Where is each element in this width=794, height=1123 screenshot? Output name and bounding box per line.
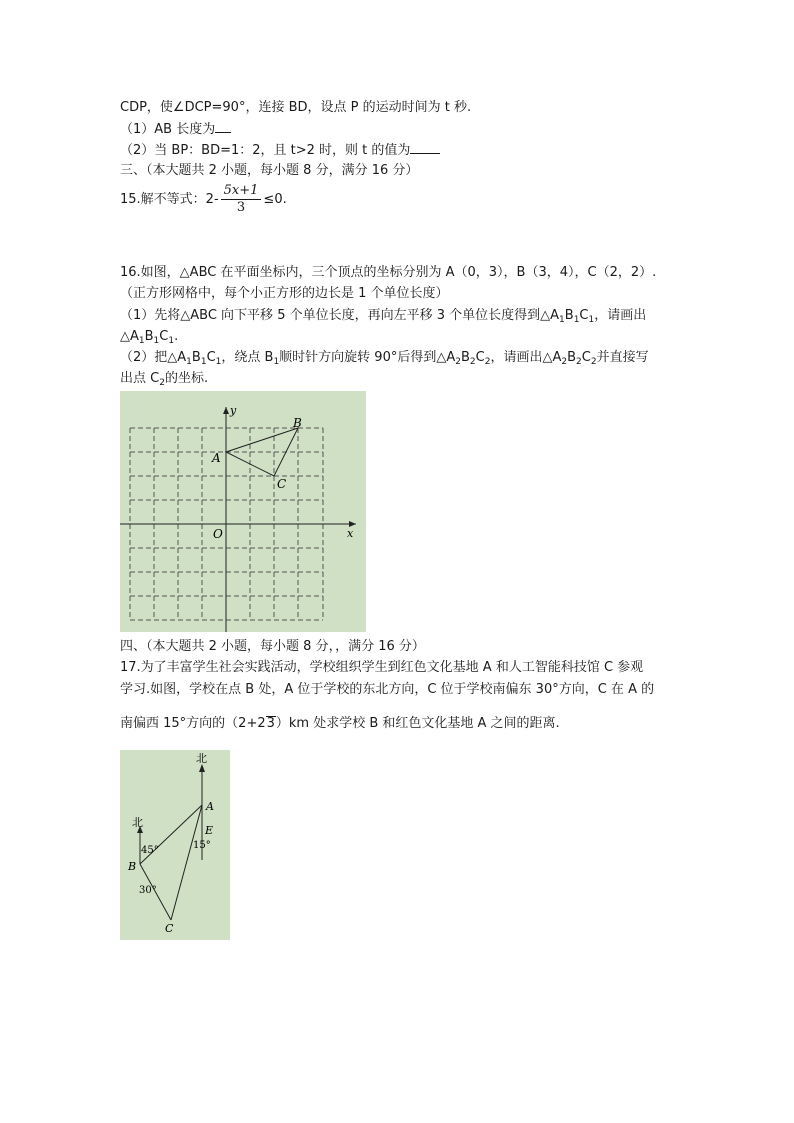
label-b: B (293, 416, 302, 430)
label-c: C (165, 922, 174, 935)
text: ，请画出 (594, 308, 647, 323)
sqrt-expression (266, 716, 276, 731)
label-x-axis: x (347, 527, 354, 540)
text: 的坐标. (164, 371, 209, 386)
subscript: 2 (590, 357, 597, 367)
angle-30-label: 30° (139, 885, 157, 896)
text: 并直接写 (596, 350, 649, 365)
text: B (567, 350, 577, 365)
direction-svg (120, 750, 230, 940)
subscript: 1 (138, 336, 145, 346)
subscript: 1 (200, 357, 207, 367)
label-e: E (205, 824, 214, 837)
coordinate-grid-figure (120, 391, 366, 632)
text: （1）先将△ABC 向下平移 5 个单位长度，再向左平移 3 个单位长度得到△A (120, 308, 560, 323)
text: 顺时针方向旋转 90°后得到△A (279, 350, 456, 365)
label-b: B (128, 860, 137, 873)
label-y-axis: y (230, 404, 237, 417)
text: B (144, 329, 154, 344)
q15-fraction (221, 183, 262, 216)
q14-intro: CDP，使∠DCP=90°，连接 BD，设点 P 的运动时间为 t 秒. (120, 100, 472, 115)
text: . (174, 329, 179, 344)
q14-part2-text: （2）当 BP：BD=1：2，且 t>2 时，则 t 的值为 (120, 143, 411, 158)
text: C (159, 329, 169, 344)
label-a: A (212, 451, 221, 465)
text: （2）把△A (120, 350, 187, 365)
text: C (581, 350, 591, 365)
subscript: 1 (573, 315, 580, 325)
text: ）km 处求学校 B 和红色文化基地 A 之间的距离. (275, 716, 560, 731)
label-a: A (206, 800, 214, 813)
answer-blank (410, 141, 440, 154)
q17-line3 (120, 715, 560, 733)
q15-numerator: 5x+1 (221, 183, 262, 200)
text: B (564, 308, 574, 323)
text: B (460, 350, 470, 365)
subscript: 2 (159, 378, 165, 388)
text: C (206, 350, 216, 365)
label-c: C (277, 477, 287, 491)
y-axis-arrow-icon (223, 407, 229, 414)
q16-part2 (120, 349, 649, 367)
subscript: 1 (273, 357, 280, 367)
label-origin: O (213, 527, 223, 541)
subscript: 2 (561, 357, 568, 367)
text: ，绕点 B (221, 350, 274, 365)
q15-denominator: 3 (236, 200, 246, 215)
q14-part1-text: （1）AB 长度为 (120, 122, 216, 137)
subscript: 1 (559, 315, 565, 325)
q15-prefix: 15.解不等式：2- (120, 192, 219, 207)
subscript: 2 (455, 357, 461, 367)
text: C (579, 308, 589, 323)
subscript: 1 (215, 357, 222, 367)
subscript: 1 (153, 336, 160, 346)
coordinate-grid-svg (120, 391, 366, 632)
text: 南偏西 15°方向的（2+2 (120, 716, 266, 731)
label-north-left: 北 (132, 816, 143, 829)
q17-line2: 学习.如图，学校在点 B 处，A 位于学校的东北方向，C 位于学校南偏东 30°方向，C 在 A 的 (120, 682, 655, 697)
text: ，请画出△A (490, 350, 562, 365)
direction-figure (120, 750, 230, 940)
north-arrow-icon (199, 764, 205, 772)
q15 (120, 180, 287, 220)
subscript: 1 (168, 336, 175, 346)
subscript: 2 (576, 357, 582, 367)
q16-note: （正方形网格中，每个小正方形的边长是 1 个单位长度） (120, 286, 449, 301)
q16-part1-line2 (120, 328, 178, 346)
text: C (475, 350, 485, 365)
q16-intro: 16.如图，△ABC 在平面坐标内，三个顶点的坐标分别为 A（0，3），B（3，4），C（2，2）. (120, 265, 657, 280)
q17-line1: 17.为了丰富学生社会实践活动，学校组织学生到红色文化基地 A 和人工智能科技馆 C 参观 (120, 660, 644, 675)
q16-part2-line2 (120, 370, 208, 388)
text: △A (120, 329, 139, 344)
answer-blank (215, 120, 231, 133)
q16-part1 (120, 307, 646, 325)
section-4-heading: 四、（本大题共 2 小题，每小题 8 分，，满分 16 分） (120, 639, 425, 654)
text: B (191, 350, 201, 365)
subscript: 1 (588, 315, 595, 325)
q15-suffix: ≤0. (263, 192, 287, 207)
subscript: 1 (186, 357, 192, 367)
label-north-top: 北 (196, 752, 207, 765)
angle-45-label: 45° (141, 845, 159, 856)
text: 出点 C (120, 371, 160, 386)
subscript: 2 (484, 357, 491, 367)
subscript: 2 (469, 357, 476, 367)
axes (120, 407, 356, 632)
angle-15-label: 15° (193, 840, 211, 851)
q14-part2 (120, 141, 440, 160)
section-3-heading: 三、（本大题共 2 小题，每小题 8 分，满分 16 分） (120, 163, 419, 178)
q14-part1 (120, 120, 231, 139)
sqrt-radicand: 3 (266, 716, 275, 731)
